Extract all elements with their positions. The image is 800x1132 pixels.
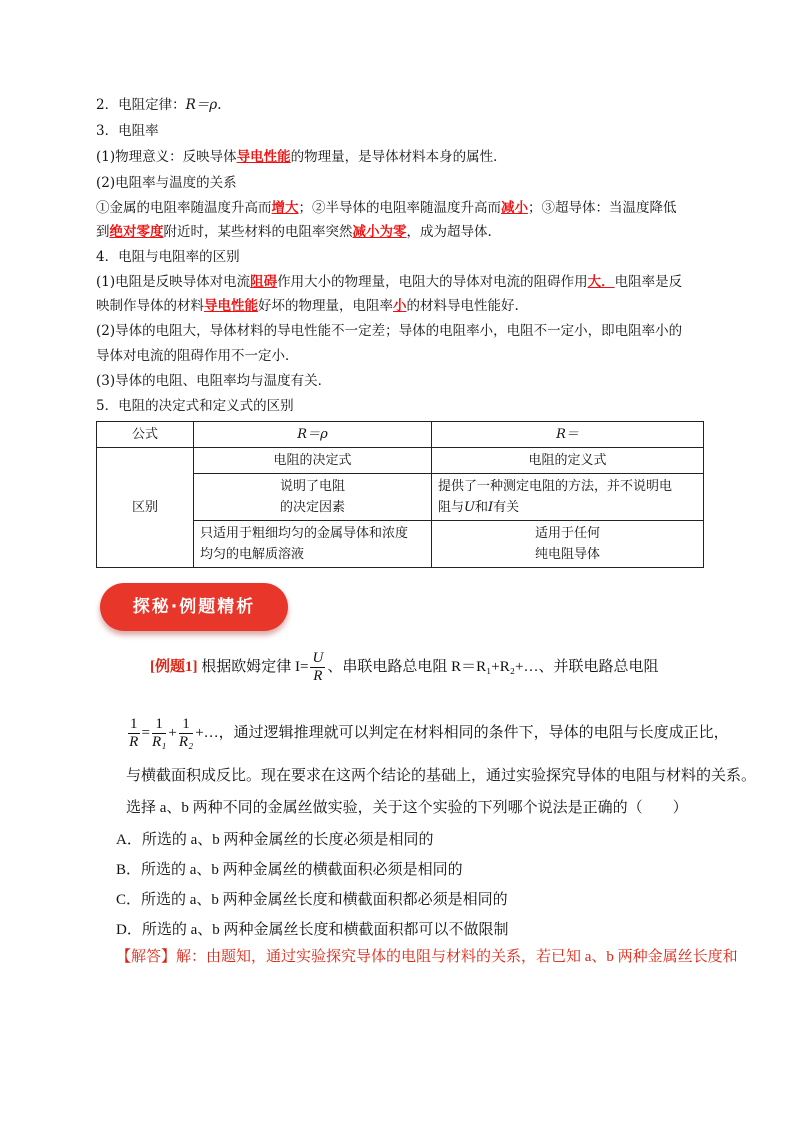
cell-text: 和	[474, 500, 488, 515]
table-row-label: 区别	[97, 448, 194, 568]
table-row	[97, 422, 704, 448]
temp-text: ①金属的电阻率随温度升高而	[96, 200, 272, 216]
section-banner: 探秘·例题精析	[100, 583, 288, 631]
highlight-term: 阻碍	[250, 274, 278, 290]
formula-title: 5．电阻的决定式和定义式的区别	[96, 398, 294, 414]
law-formula: R＝ρ.	[185, 97, 222, 113]
fraction-denominator: R₂	[178, 734, 194, 751]
highlight-term: 减小为零	[352, 224, 407, 240]
diff-title: 4．电阻与电阻率的区别	[96, 249, 240, 265]
diff1-line-2	[96, 297, 519, 315]
table-cell	[432, 474, 704, 521]
cell-line: 适用于任何	[534, 526, 600, 541]
diff2-line-1: (2)导体的电阻大，导体材料的导电性能不一定差；导体的电阻率小，电阻不一定小，即电阻率小的	[96, 323, 683, 339]
example-line-1	[150, 650, 658, 685]
cell-text: 有关	[493, 500, 520, 515]
cell-line: 提供了一种测定电阻的方法，并不说明电	[438, 479, 673, 494]
table-header-cell: R＝	[432, 422, 704, 448]
temp-line-2	[96, 223, 492, 241]
example-tag: [例题1]	[150, 659, 198, 675]
cell-line: 均匀的电解质溶液	[200, 547, 305, 562]
highlight-term: 绝对零度	[109, 224, 164, 240]
example-question: 选择 a、b 两种不同的金属丝做实验，关于这个实验的下列哪个说法是正确的（ ）	[126, 800, 688, 816]
diff-text: 的材料导电性能好.	[406, 298, 519, 314]
fraction-numerator: 1	[130, 716, 138, 733]
example-line-3: 与横截面积成反比。现在要求在这两个结论的基础上，通过实验探究导体的电阻与材料的关系。	[126, 768, 757, 784]
symbol-i: I	[488, 500, 494, 515]
diff-text: 好坏的物理量，电阻率	[258, 298, 393, 314]
answer-line: 【解答】解：由题知，通过实验探究导体的电阻与材料的关系，若已知 a、b 两种金属丝长度和	[116, 949, 738, 965]
diff2-line-2: 导体对电流的阻碍作用不一定小．	[96, 348, 299, 364]
table-header-cell: 公式	[97, 422, 194, 448]
highlight-term: 导电性能	[236, 149, 291, 165]
example-text: +…，通过逻辑推理就可以判定在材料相同的条件下，导体的电阻与长度成正比，	[195, 725, 729, 741]
temp-text: ；③超导体：当温度降低	[528, 200, 677, 216]
fraction-denominator: R	[129, 734, 139, 751]
fraction-1-over-r1	[152, 716, 166, 751]
table-header-cell: R＝ρ	[194, 422, 432, 448]
example-text: 、串联电路总电阻 R＝R₁+R₂+…、并联电路总电阻	[327, 659, 659, 675]
table-cell: 电阻的定义式	[432, 448, 704, 474]
table-cell: 电阻的决定式	[194, 448, 432, 474]
fraction-denominator: R	[313, 668, 323, 685]
cell-text: 阻与	[438, 500, 465, 515]
fraction-numerator: U	[312, 650, 324, 667]
temp-text: 到	[96, 224, 110, 240]
comparison-table	[96, 421, 704, 568]
highlight-term: 增大	[271, 200, 299, 216]
cell-line: 纯电阻导体	[534, 547, 600, 562]
diff-text: (1)电阻是反映导体对电流	[96, 274, 251, 290]
meaning-text: 的物理量，是导体材料本身的属性．	[290, 149, 507, 165]
option-d: D．所选的 a、b 两种金属丝长度和横截面积都可以不做限制	[116, 922, 509, 938]
resistivity-title: 3．电阻率	[96, 123, 159, 139]
table-cell	[194, 521, 432, 568]
diff3-line: (3)导体的电阻、电阻率均与温度有关．	[96, 373, 332, 389]
table-cell	[432, 521, 704, 568]
example-text: 根据欧姆定律 I=	[201, 659, 309, 675]
cell-line	[438, 497, 697, 518]
item-number: 2．	[96, 97, 119, 113]
fraction-1-over-r2	[179, 716, 193, 751]
table-row	[97, 448, 704, 474]
fraction-1-over-r	[128, 716, 140, 751]
highlight-term: 导电性能	[204, 298, 258, 314]
temp-text: 附近时，某些材料的电阻率突然	[163, 224, 353, 240]
temp-title: (2)电阻率与温度的关系	[96, 175, 237, 191]
meaning-line	[96, 148, 507, 166]
law-line	[96, 96, 222, 114]
fraction-numerator: 1	[179, 716, 193, 734]
diff1-line-1	[96, 273, 682, 291]
cell-line: 只适用于粗细均匀的金属导体和浓度	[200, 526, 409, 541]
temp-text: ，成为超导体.	[406, 224, 492, 240]
highlight-term: 减小	[501, 200, 528, 216]
highlight-term: 大．	[587, 274, 615, 290]
diff-text: 映制作导体的材料	[96, 298, 204, 314]
option-c: C．所选的 a、b 两种金属丝长度和横截面积都必须是相同的	[116, 892, 508, 908]
fraction-u-over-r	[310, 650, 325, 685]
symbol-u: U	[464, 500, 475, 515]
cell-line: 的决定因素	[279, 500, 345, 515]
diff-text: 电阻率是反	[614, 274, 683, 290]
table-cell	[194, 474, 432, 521]
temp-text: ；②半导体的电阻率随温度升高而	[298, 200, 501, 216]
diff-text: 作用大小的物理量，电阻大的导体对电流的阻碍作用	[277, 274, 588, 290]
cell-line: 说明了电阻	[279, 479, 345, 494]
highlight-term: 小	[393, 298, 407, 314]
example-line-2: $\frac{1}{R}$ = $\frac{1}{\text{R₁}}$ + $\frac{1}{\text{R₂}}$ +…，通过逻辑推理就可以判定在材料相同的条件下，导体的电阻与长度成正比，	[129, 716, 729, 751]
law-label: 电阻定律：	[118, 97, 186, 113]
fraction-denominator: R₁	[151, 734, 167, 751]
option-a: A．所选的 a、b 两种金属丝的长度必须是相同的	[116, 832, 434, 848]
option-b: B．所选的 a、b 两种金属丝的横截面积必须是相同的	[116, 862, 463, 878]
fraction-numerator: 1	[152, 716, 166, 734]
meaning-text: (1)物理意义：反映导体	[96, 149, 237, 165]
temp-line-1	[96, 199, 677, 217]
